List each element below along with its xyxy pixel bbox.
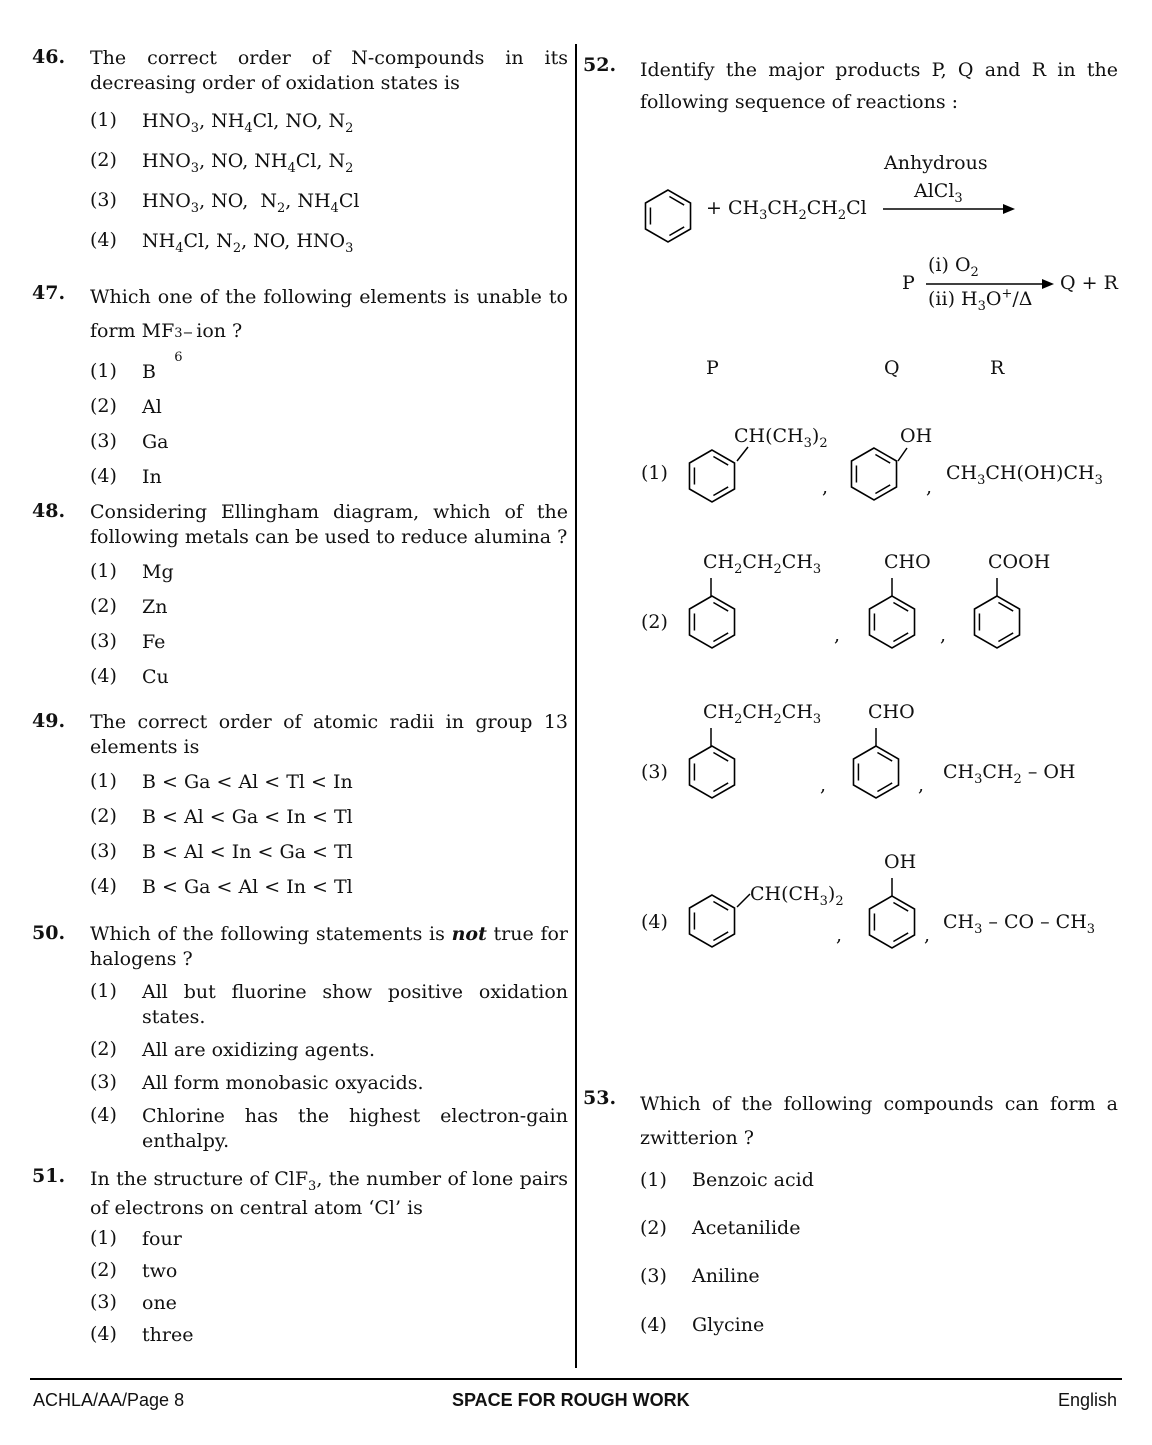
reactant-formula: + $CH_3CH_2CH_2Cl$ <box>706 197 867 223</box>
option-3[interactable]: (3) $HNO_3$, NO, $N_2$, $NH_4Cl$ <box>90 189 360 216</box>
question-text: Which of the following statements is not true for halogens ? <box>90 923 568 970</box>
option-1[interactable]: (1) four <box>90 1227 182 1250</box>
benzene-ring-q4 <box>864 894 920 950</box>
question-number: 48. <box>32 500 66 522</box>
benzene-ring-r2 <box>969 594 1025 650</box>
question-number: 53. <box>583 1087 617 1109</box>
question-number: 49. <box>32 710 66 732</box>
column-divider <box>575 44 577 1368</box>
option-2[interactable]: (2) $HNO_3$, NO, $NH_4Cl$, $N_2$ <box>90 149 354 176</box>
option-2[interactable]: (2) two <box>90 1259 178 1282</box>
question-text: The correct order of atomic radii in group 13 elements is <box>90 711 568 758</box>
benzene-ring-p4 <box>684 893 740 949</box>
option-3[interactable]: (3) one <box>90 1291 177 1314</box>
question-text: Considering Ellingham diagram, which of the following metals can be used to reduce alumina ? <box>90 501 568 548</box>
step2-reagent-bottom: (ii) $H_3O^+/\Delta$ <box>928 286 1033 314</box>
header-r: R <box>990 357 1005 379</box>
option-1[interactable]: (1) $HNO_3$, $NH_4Cl$, NO, $N_2$ <box>90 109 354 136</box>
option-4[interactable]: (4) Cu <box>90 665 169 688</box>
question-number: 47. <box>32 282 66 304</box>
question-text: Identify the major products P, Q and R in the following sequence of reactions : <box>640 59 1118 113</box>
step2-reagent-top: (i) $O_2$ <box>928 254 979 280</box>
header-p: P <box>706 357 719 379</box>
reaction-arrow-2 <box>926 277 1056 291</box>
question-46 <box>32 44 568 264</box>
benzene-ring-p3 <box>684 744 740 800</box>
benzene-ring-p1 <box>684 448 740 504</box>
reaction-arrow-1 <box>883 202 1017 216</box>
option-3[interactable]: (3) Fe <box>90 630 166 653</box>
bond-p1 <box>736 446 750 462</box>
option-2[interactable]: (2) Zn <box>90 595 168 618</box>
question-text: Which one of the following elements is unable to form MF 3− 6 ion ? <box>90 286 568 365</box>
benzene-ring-q1 <box>846 446 902 502</box>
option-1[interactable]: (1) B < Ga < Al < Tl < In <box>90 770 353 793</box>
option-2[interactable]: (2) B < Al < Ga < In < Tl <box>90 805 353 828</box>
step2-right: Q + R <box>1060 272 1118 294</box>
option-3[interactable]: (3) B < Al < In < Ga < Tl <box>90 840 353 863</box>
option-2[interactable]: (2) Al <box>90 395 162 418</box>
option-4[interactable]: (4) Chlorine has the highest electron-gain enthalpy. <box>90 1104 568 1152</box>
question-number: 52. <box>583 54 617 76</box>
question-text: The correct order of N-compounds in its decreasing order of oxidation states is <box>90 47 568 94</box>
question-number: 50. <box>32 922 66 944</box>
reagent-bottom: AlCl$_3$ <box>914 180 963 206</box>
question-number: 51. <box>32 1165 66 1187</box>
question-49 <box>32 710 568 910</box>
header-q: Q <box>884 357 900 379</box>
option-4[interactable]: (4) $NH_4Cl$, $N_2$, NO, $HNO_3$ <box>90 229 354 256</box>
benzene-ring-p2 <box>684 594 740 650</box>
option-1[interactable]: (1) Mg <box>90 560 174 583</box>
question-47 <box>32 280 568 488</box>
benzene-ring-reactant <box>640 188 696 244</box>
footer-page-code: ACHLA/AA/Page 8 <box>33 1390 185 1410</box>
option-3[interactable]: (3) All form monobasic oxyacids. <box>90 1071 424 1094</box>
option-3[interactable]: (3) Ga <box>90 430 169 453</box>
option-4[interactable]: (4) In <box>90 465 162 488</box>
question-51 <box>32 1165 568 1348</box>
option-4[interactable]: (4) B < Ga < Al < In < Tl <box>90 875 353 898</box>
bond-q1 <box>897 446 911 462</box>
option-1[interactable]: (1) All but fluorine show positive oxidation states. <box>90 980 568 1028</box>
option-2[interactable]: (2) All are oxidizing agents. <box>90 1038 376 1061</box>
question-50 <box>32 922 568 1165</box>
step2-left: P <box>902 272 915 294</box>
question-number: 46. <box>32 46 66 68</box>
benzene-ring-q2 <box>864 594 920 650</box>
question-text: Which of the following compounds can form a zwitterion ? <box>640 1093 1118 1149</box>
left-column <box>32 44 568 1348</box>
question-text: In the structure of ClF$_3$, the number of lone pairs of electrons on central atom ‘Cl’ is <box>90 1168 568 1219</box>
reagent-top: Anhydrous <box>884 152 988 174</box>
footer-divider <box>30 1378 1122 1380</box>
option-4[interactable]: (4) three <box>90 1323 194 1346</box>
footer-language: English <box>1058 1390 1118 1410</box>
question-48 <box>32 500 568 698</box>
option-1[interactable]: (1) B <box>90 360 156 383</box>
footer-rough-work: SPACE FOR ROUGH WORK <box>452 1390 690 1410</box>
benzene-ring-q3 <box>848 744 904 800</box>
